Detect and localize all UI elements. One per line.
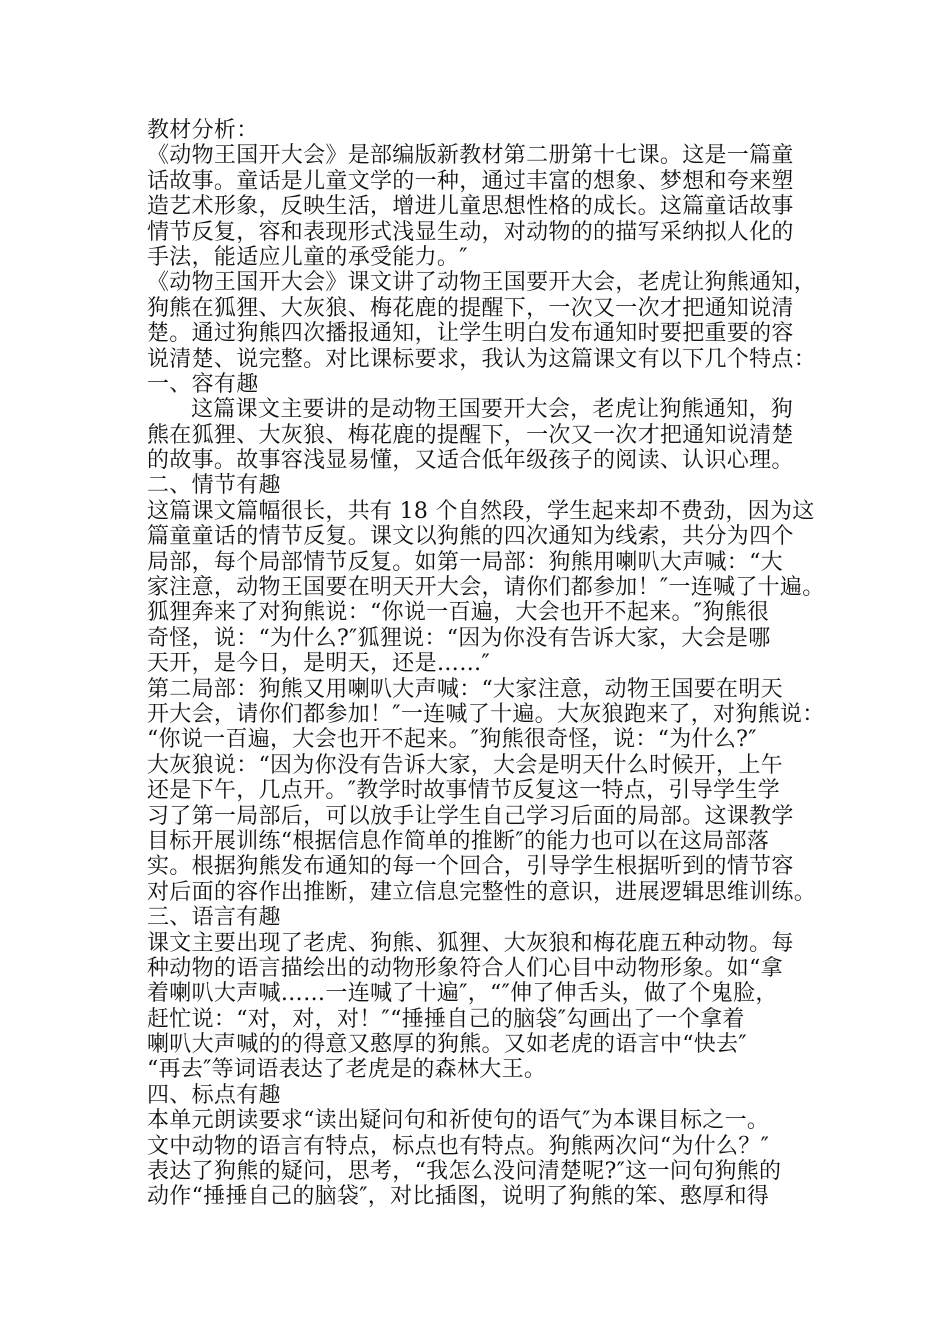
text-line: “再去″等词语表达了老虎是的森林大王。 <box>147 1057 547 1083</box>
text-line: 情节反复，容和表现形式浅显生动，对动物的的描写采纳拟人化的 <box>147 219 794 245</box>
text-line: 大灰狼说：“因为你没有告诉大家，大会是明天什么时候开，上午 <box>147 752 783 778</box>
text-line: 楚。通过狗熊四次播报通知，让学生明白发布通知时要把重要的容 <box>147 321 794 347</box>
text-line: 赶忙说：“对，对，对！″“捶捶自己的脑袋″勾画出了一个拿着 <box>147 1006 745 1032</box>
text-line: 还是下午，几点开。″教学时故事情节反复这一特点，引导学生学 <box>147 778 780 804</box>
text-line: 手法，能适应儿童的承受能力。″ <box>147 244 468 270</box>
text-line: 的故事。故事容浅显易懂，又适合低年级孩子的阅读、认识心理。 <box>147 448 794 474</box>
text-line: 天开，是今日，是明天，还是……″ <box>147 651 491 677</box>
text-line: 熊在狐狸、大灰狼、梅花鹿的提醒下，一次又一次才把通知说清楚 <box>147 422 794 448</box>
text-line: 对后面的容作出推断，建立信息完整性的意识，进展逻辑思维训练。 <box>147 879 817 905</box>
text-line: 家注意，动物王国要在明天开大会，请你们都参加！″一连喊了十遍。 <box>147 575 825 601</box>
section-heading: 四、标点有趣 <box>147 1082 281 1108</box>
text-line: 本单元朗读要求“读出疑问句和祈使句的语气″为本课目标之一。 <box>147 1108 770 1134</box>
text-line: 习了第一局部后，可以放手让学生自己学习后面的局部。这课教学 <box>147 803 794 829</box>
text-line: 这篇课文主要讲的是动物王国要开大会，老虎让狗熊通知，狗 <box>191 397 794 423</box>
text-line: 局部，每个局部情节反复。如第一局部：狗熊用喇叭大声喊：“大 <box>147 549 783 575</box>
section-heading: 二、情节有趣 <box>147 473 281 499</box>
text-line: 话故事。童话是儿童文学的一种，通过丰富的想象、梦想和夸来塑 <box>147 168 794 194</box>
text-line: 着喇叭大声喊……一连喊了十遍″，“″伸了伸舌头，做了个鬼脸， <box>147 981 778 1007</box>
text-line: 实。根据狗熊发布通知的每一个回合，引导学生根据听到的情节容 <box>147 854 794 880</box>
text-line: 教材分析： <box>147 118 259 143</box>
text-line: 狐狸奔来了对狗熊说：“你说一百遍，大会也开不起来。″狗熊很 <box>147 600 770 626</box>
text-line: 狗熊在狐狸、大灰狼、梅花鹿的提醒下，一次又一次才把通知说清 <box>147 295 794 321</box>
text-line: 《动物王国开大会》课文讲了动物王国要开大会，老虎让狗熊通知， <box>147 270 817 296</box>
text-line: 表达了狗熊的疑问，思考，“我怎么没问清楚呢?″这一问句狗熊的 <box>147 1159 782 1185</box>
text-line: 第二局部：狗熊又用喇叭大声喊：“大家注意，动物王国要在明天 <box>147 676 783 702</box>
text-line: 造艺术形象，反映生活，增进儿童思想性格的成长。这篇童话故事 <box>147 194 794 220</box>
section-heading: 一、容有趣 <box>147 371 259 397</box>
text-line: 开大会，请你们都参加！″一连喊了十遍。大灰狼跑来了，对狗熊说： <box>147 701 825 727</box>
text-line: 奇怪，说：“为什么?″狐狸说：“因为你没有告诉大家，大会是哪 <box>147 625 771 651</box>
text-line: 《动物王国开大会》是部编版新教材第二册第十七课。这是一篇童 <box>147 143 794 169</box>
text-line: 种动物的语言描绘出的动物形象符合人们心目中动物形象。如“拿 <box>147 955 783 981</box>
text-line: 喇叭大声喊的的得意又憨厚的狗熊。又如老虎的语言中“快去″ <box>147 1032 747 1058</box>
document-body <box>147 118 825 1210</box>
text-line: 篇童童话的情节反复。课文以狗熊的四次通知为线索，共分为四个 <box>147 524 794 550</box>
text-line: “你说一百遍，大会也开不起来。″狗熊很奇怪，说：“为什么?″ <box>147 727 757 753</box>
text-line: 文中动物的语言有特点，标点也有特点。狗熊两次问“为什么？″ <box>147 1133 770 1159</box>
text-line: 动作“捶捶自己的脑袋″，对比插图，说明了狗熊的笨、憨厚和得 <box>147 1184 770 1210</box>
text-line: 这篇课文篇幅很长，共有 18 个自然段，学生起来却不费劲，因为这 <box>147 498 815 524</box>
section-heading: 三、语言有趣 <box>147 905 281 931</box>
text-line: 说清楚、说完整。对比课标要求，我认为这篇课文有以下几个特点： <box>147 346 817 372</box>
text-line: 课文主要出现了老虎、狗熊、狐狸、大灰狼和梅花鹿五种动物。每 <box>147 930 794 956</box>
text-line: 目标开展训练“根据信息作简单的推断″的能力也可以在这局部落 <box>147 828 770 854</box>
